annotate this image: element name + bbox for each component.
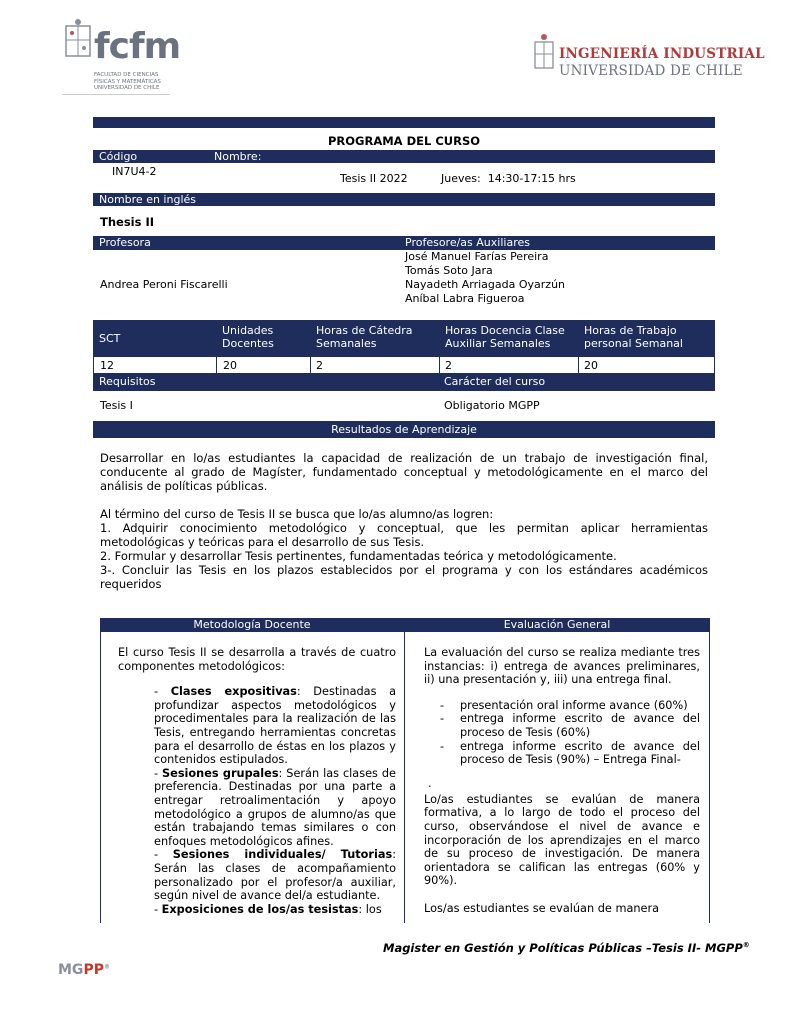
evaluacion-header: Evaluación General <box>503 618 611 631</box>
item-term: Clases expositivas <box>170 685 297 699</box>
evaluacion-p3: Los/as estudiantes se evalúan de manera <box>424 901 660 915</box>
profesora-bar <box>93 236 715 250</box>
item-text: : los <box>358 902 382 916</box>
credits-v-auxiliar: 2 <box>445 359 452 372</box>
footer-mark: ® <box>742 941 750 950</box>
resultados-item-3: 3-. Concluir las Tesis en los plazos establecidos por el programa y con los estándares académicos requeridos <box>100 563 708 591</box>
logo-line2: UNIVERSIDAD DE CHILE <box>559 63 743 79</box>
item-term: Sesiones individuales/ Tutorias <box>172 848 393 862</box>
item-prefix: - <box>154 685 171 699</box>
evaluacion-dot: . <box>428 776 432 790</box>
auxiliar-1: José Manuel Farías Pereira <box>405 250 549 263</box>
evaluacion-list <box>424 699 700 767</box>
credits-divider <box>216 320 217 373</box>
credits-h-catedra: Horas de Cátedra Semanales <box>316 324 413 350</box>
codigo-header-bar <box>93 150 715 163</box>
fcfm-logo <box>62 16 181 96</box>
fcfm-sub-2: FÍSICAS Y MATEMÁTICAS <box>94 78 161 85</box>
metodologia-item-4 <box>154 903 396 917</box>
credits-h-sct: SCT <box>99 332 121 345</box>
credits-divider <box>310 320 311 373</box>
resultados-item-1: 1. Adquirir conocimiento metodológico y conceptual, que les permitan aplicar herramientas metodológicas y teóricas para el desarrollo de sus Tesis. <box>100 521 708 549</box>
credits-divider <box>578 320 579 373</box>
auxiliares-list <box>405 250 565 306</box>
fcfm-sub-3: UNIVERSIDAD DE CHILE <box>94 85 160 91</box>
credits-v-catedra: 2 <box>316 359 323 372</box>
caracter-label: Carácter del curso <box>444 375 546 388</box>
mgpp-logo-mark: ® <box>103 963 110 971</box>
nombre-ingles-label: Nombre en inglés <box>99 193 197 206</box>
footer-title: Magister en Gestión y Políticas Públicas –Tesis II- MGPP <box>383 941 743 955</box>
item-term: Sesiones grupales <box>162 766 279 780</box>
auxiliar-4: Aníbal Labra Figueroa <box>405 292 525 305</box>
nombre-value: Tesis II 2022 <box>340 172 408 185</box>
evaluacion-intro: La evaluación del curso se realiza mediante tres instancias: i) entrega de avances preliminares, ii) una presentación y, iii) una entrega final. <box>424 646 700 687</box>
program-title: PROGRAMA DEL CURSO <box>327 134 481 148</box>
resultados-item-2: 2. Formular y desarrollar Tesis pertinentes, fundamentadas teórica y metodológicamente. <box>100 549 617 563</box>
mgpp-logo-mg: MG <box>58 962 84 978</box>
fcfm-sub-1: FACULTAD DE CIENCIAS <box>94 72 159 78</box>
credits-h-auxiliar: Horas Docencia Clase Auxiliar Semanales <box>445 324 565 350</box>
item-text: : Serán las clases de preferencia. Destinadas por una parte a entregar retroalimentación y apoyo metodológico a grupos de alumno/as que están trabajando temas similares o con enfoques metodológicos afines. <box>154 766 396 848</box>
item-term: Exposiciones de los/as tesistas <box>161 902 359 916</box>
credits-divider <box>439 320 440 373</box>
nombre-ingles-bar <box>93 193 715 206</box>
footer-text <box>383 941 750 955</box>
ingenieria-industrial-logo <box>533 32 765 82</box>
top-bar <box>93 117 715 128</box>
auxiliares-label: Profesore/as Auxiliares <box>405 236 530 249</box>
fcfm-crest-icon <box>64 18 92 62</box>
item-text: : Destinadas a profundizar aspectos metodológicos y procedimentales para la realización de las Tesis, entregando herramientas concretas para el desarrollo de éstas en los plazos y contenidos estipulados. <box>154 685 396 767</box>
metodologia-item-3 <box>154 848 396 902</box>
codigo-value: IN7U4-2 <box>112 165 157 178</box>
mgpp-logo <box>58 962 110 978</box>
evaluacion-item-3: - entrega informe escrito de avance del proceso de Tesis (90%) – Entrega Final- <box>460 740 700 767</box>
requisitos-bar <box>93 373 715 391</box>
profesora-label: Profesora <box>99 236 151 249</box>
resultados-bar <box>93 421 715 438</box>
evaluacion-p2: Lo/as estudiantes se evalúan de manera formativa, a lo largo de todo el proceso del curso, observándose el nivel de avance e incorporación de los aprendizajes en el marco de su proceso de investigación. De manera orientadora se califican las entregas (60% y 90%). <box>424 792 700 888</box>
credits-divider <box>714 357 715 373</box>
horario-value: Jueves: 14:30-17:15 hrs <box>441 172 576 185</box>
resultados-p1: Desarrollar en lo/as estudiantes la capacidad de realización de un trabajo de investigación final, conducente al grado de Magíster, fundamentado conceptual y metodológicamente en el marco del análisis de políticas públicas. <box>100 451 708 493</box>
auxiliar-3: Nayadeth Arriagada Oyarzún <box>405 278 566 291</box>
resultados-body <box>100 451 708 591</box>
credits-h-unidades: Unidades Docentes <box>222 324 274 350</box>
resultados-label: Resultados de Aprendizaje <box>331 423 477 436</box>
metodologia-intro: El curso Tesis II se desarrolla a través de cuatro componentes metodológicos: <box>118 646 396 673</box>
credits-h-trabajo: Horas de Trabajo personal Semanal <box>584 324 683 350</box>
metodologia-item-1 <box>154 685 396 767</box>
metodologia-item-2 <box>154 767 396 849</box>
mgpp-logo-pp: PP <box>83 962 104 978</box>
requisitos-label: Requisitos <box>99 375 156 388</box>
requisitos-value: Tesis I <box>100 399 133 412</box>
evaluacion-item-1: - presentación oral informe avance (60%) <box>460 699 700 713</box>
item-prefix: - <box>154 848 173 862</box>
resultados-p2: Al término del curso de Tesis II se busca que lo/as alumno/as logren: <box>100 507 494 521</box>
methods-divider <box>404 618 405 923</box>
credits-divider <box>93 357 94 373</box>
metodologia-header: Metodología Docente <box>193 618 311 631</box>
fcfm-wordmark: fcfm <box>94 26 181 67</box>
credits-v-unidades: 20 <box>223 359 237 372</box>
credits-v-trabajo: 20 <box>584 359 598 372</box>
caracter-value: Obligatorio MGPP <box>444 399 540 412</box>
evaluacion-column <box>424 646 700 923</box>
nombre-ingles-value: Thesis II <box>100 215 155 229</box>
nombre-label: Nombre: <box>214 150 262 163</box>
logo-line1: INGENIERÍA INDUSTRIAL <box>559 46 765 62</box>
metodologia-column <box>118 646 396 923</box>
item-text: : Serán las clases de acompañamiento personalizado por el profesor/a auxiliar, según nivel de avance del/a estudiante. <box>154 848 396 903</box>
uchile-crest-icon <box>533 32 555 76</box>
evaluacion-item-2: - entrega informe escrito de avance del proceso de Tesis (60%) <box>460 712 700 739</box>
item-prefix: - <box>154 902 162 916</box>
item-prefix: - <box>154 766 163 780</box>
credits-v-sct: 12 <box>100 359 114 372</box>
auxiliar-2: Tomás Soto Jara <box>405 264 493 277</box>
codigo-label: Código <box>99 150 138 163</box>
profesora-value: Andrea Peroni Fiscarelli <box>100 278 228 291</box>
